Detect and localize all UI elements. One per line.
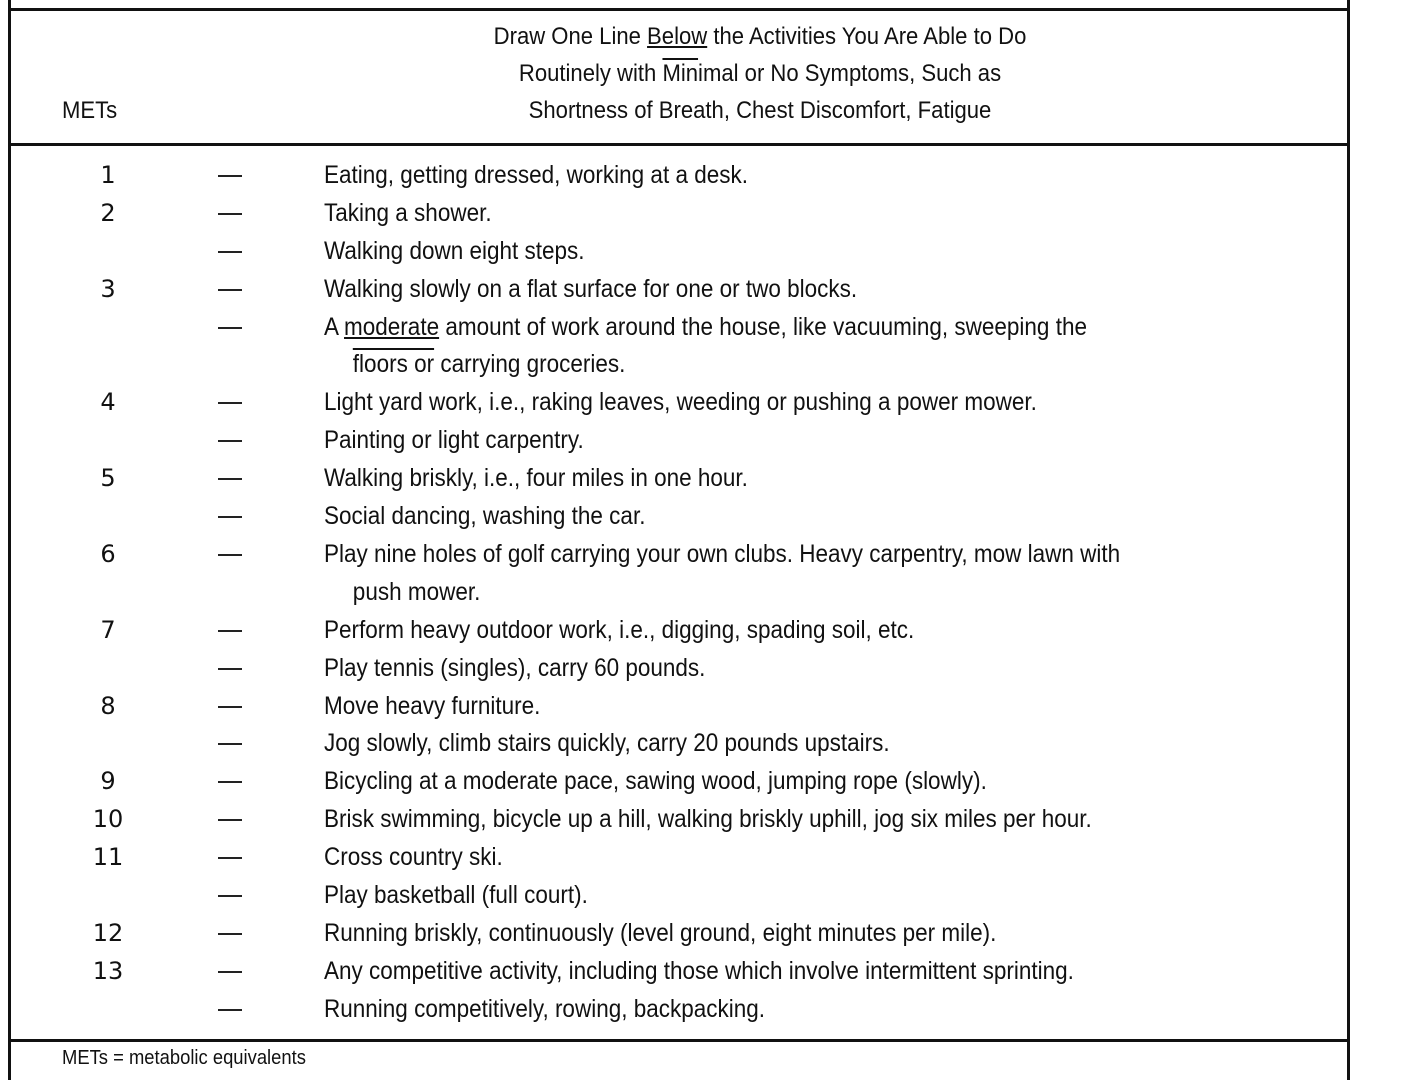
- dash-mark: [218, 706, 242, 708]
- activity-text: Taking a shower.: [324, 198, 492, 227]
- table-row: [0, 384, 1350, 422]
- table-row: [0, 422, 1350, 460]
- met-value: 2: [100, 198, 116, 227]
- dash-mark: [218, 251, 242, 253]
- activity-text: Brisk swimming, bicycle up a hill, walking briskly uphill, jog six miles per hour.: [324, 805, 1092, 834]
- dash-mark: [218, 781, 242, 783]
- met-value: 7: [100, 615, 116, 644]
- activity-text: Play basketball (full court).: [324, 880, 588, 909]
- table-row: [0, 309, 1350, 385]
- activity-text: Walking briskly, i.e., four miles in one hour.: [324, 464, 748, 493]
- activity-text: Move heavy furniture.: [324, 691, 541, 720]
- table-row: [0, 801, 1350, 839]
- table-row: [0, 536, 1350, 612]
- met-value: 4: [100, 388, 116, 417]
- activity-text: Bicycling at a moderate pace, sawing wood, jumping rope (slowly).: [324, 767, 987, 796]
- dash-mark: [218, 819, 242, 821]
- met-value: 9: [100, 767, 116, 796]
- activity-text: Any competitive activity, including those which involve intermittent sprinting.: [324, 956, 1074, 985]
- table-row: [0, 763, 1350, 801]
- table-row: [0, 688, 1350, 726]
- dash-mark: [218, 743, 242, 745]
- instruction-header: [364, 18, 1155, 129]
- activity-text: Cross country ski.: [324, 843, 503, 872]
- dash-mark: [218, 327, 242, 329]
- dash-mark: [218, 971, 242, 973]
- table-row: [0, 271, 1350, 309]
- table-row: [0, 233, 1350, 271]
- activity-text: Jog slowly, climb stairs quickly, carry 20 pounds upstairs.: [324, 729, 890, 758]
- emphasis-minimal: $\overline{Min}$: [662, 60, 699, 87]
- table-row: [0, 498, 1350, 536]
- footnote: METs = metabolic equivalents: [62, 1047, 306, 1069]
- activity-text-continued: floors or carrying groceries.: [352, 350, 626, 379]
- met-value: 1: [100, 161, 116, 189]
- emphasis-moderate: moderate: [344, 312, 440, 341]
- dash-mark: [218, 554, 242, 556]
- activity-text: Social dancing, washing the car.: [324, 502, 646, 531]
- dash-mark: [218, 668, 242, 670]
- activity-text: Running briskly, continuously (level ground, eight minutes per mile).: [324, 918, 997, 947]
- activity-text: Eating, getting dressed, working at a desk.: [324, 161, 748, 189]
- activity-list: [0, 157, 1350, 1029]
- activity-text: Light yard work, i.e., raking leaves, weeding or pushing a power mower.: [324, 388, 1037, 417]
- table-row: [0, 877, 1350, 915]
- dash-mark: [218, 213, 242, 215]
- activity-text: Painting or light carpentry.: [324, 426, 584, 455]
- dash-mark: [218, 933, 242, 935]
- activity-text: A moderate amount of work around the house, like vacuuming, sweeping the floors or carrying groceries.: [324, 309, 1323, 385]
- header-rule: [8, 143, 1350, 146]
- table-row: [0, 839, 1350, 877]
- table-row: [0, 157, 1350, 195]
- dash-mark: [218, 175, 242, 177]
- instruction-line-3: Shortness of Breath, Chest Discomfort, Fatigue: [528, 97, 992, 124]
- dash-mark: [218, 895, 242, 897]
- footer-rule: [8, 1039, 1350, 1042]
- met-value: 5: [100, 464, 116, 493]
- dash-mark: [218, 402, 242, 404]
- activity-text-continued: push mower.: [352, 577, 481, 606]
- dash-mark: [218, 857, 242, 859]
- met-value: 11: [92, 843, 124, 872]
- table-row: [0, 991, 1350, 1029]
- emphasis-below: Below: [647, 23, 708, 50]
- activity-text: Running competitively, rowing, backpacking.: [324, 994, 766, 1023]
- activity-text: Play nine holes of golf carrying your own clubs. Heavy carpentry, mow lawn with push mower.: [324, 536, 1323, 612]
- activity-text: Walking down eight steps.: [324, 236, 585, 265]
- instruction-line-2: Routinely with $\overline{Min}imal$ or No Symptoms, Such as: [518, 60, 1002, 87]
- table-row: [0, 460, 1350, 498]
- table-row: [0, 612, 1350, 650]
- dash-mark: [218, 289, 242, 291]
- met-value: 3: [100, 274, 116, 303]
- table-row: [0, 915, 1350, 953]
- mets-column-header: METs: [62, 97, 118, 124]
- met-value: 13: [92, 956, 124, 985]
- met-value: 8: [100, 691, 116, 720]
- instruction-line-1: Draw One Line Below the Activities You Are Able to Do: [493, 23, 1027, 50]
- activity-text: Play tennis (singles), carry 60 pounds.: [324, 653, 706, 682]
- dash-mark: [218, 1009, 242, 1011]
- dash-mark: [218, 440, 242, 442]
- table-row: [0, 650, 1350, 688]
- met-value: 10: [92, 805, 124, 834]
- table-row: [0, 725, 1350, 763]
- table-row: [0, 953, 1350, 991]
- top-rule: [8, 8, 1350, 11]
- dash-mark: [218, 630, 242, 632]
- activity-text: Perform heavy outdoor work, i.e., digging, spading soil, etc.: [324, 615, 915, 644]
- met-value: 12: [92, 918, 124, 947]
- table-row: [0, 195, 1350, 233]
- met-value: 6: [100, 539, 116, 568]
- dash-mark: [218, 516, 242, 518]
- dash-mark: [218, 478, 242, 480]
- activity-text: Walking slowly on a flat surface for one or two blocks.: [324, 274, 858, 303]
